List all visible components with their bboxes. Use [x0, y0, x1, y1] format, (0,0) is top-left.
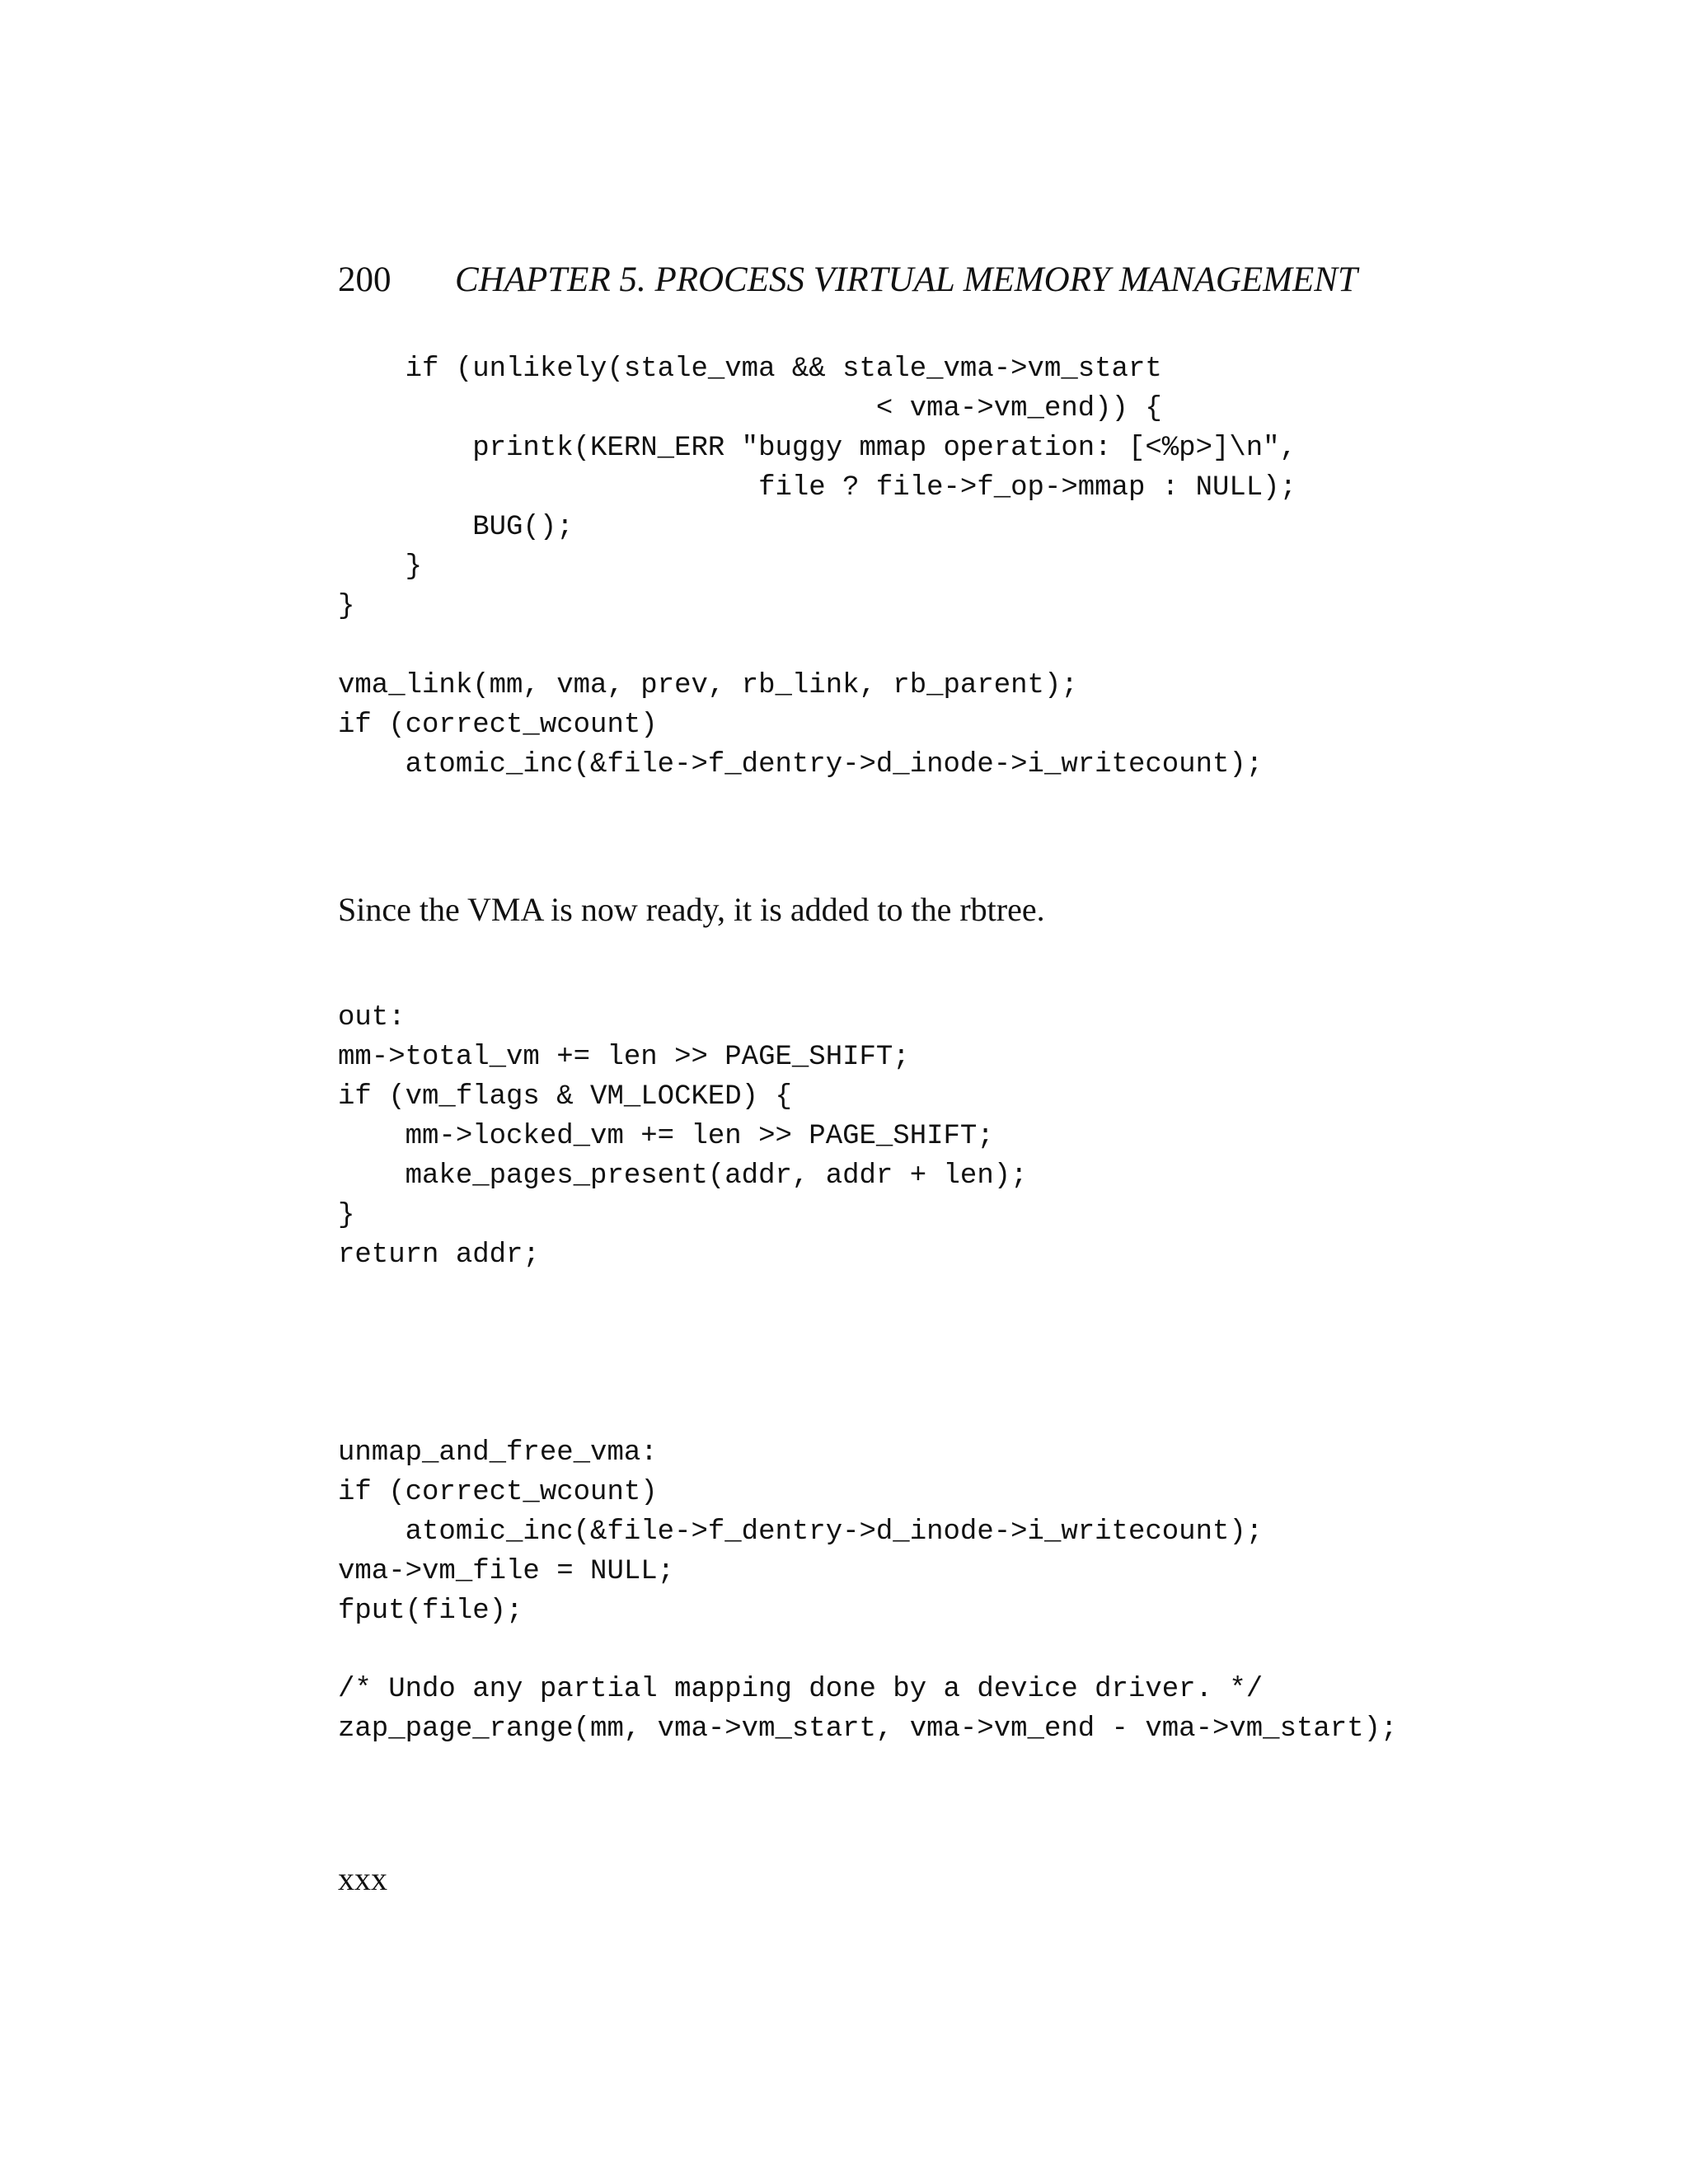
code-line: fput(file); [338, 1596, 523, 1627]
code-line: zap_page_range(mm, vma->vm_start, vma->vm_end - vma->vm_start); [338, 1713, 1398, 1745]
body-paragraph: Since the VMA is now ready, it is added to the rbtree. [338, 891, 1045, 928]
code-block-zap-page-range [338, 1670, 1397, 1749]
code-line: mm->locked_vm += len >> PAGE_SHIFT; [338, 1121, 994, 1152]
code-block-vma-link [338, 666, 1263, 785]
code-line: } [338, 591, 355, 622]
code-block-unmap-and-free [338, 1433, 1263, 1631]
code-line: if (unlikely(stale_vma && stale_vma->vm_start [338, 354, 1162, 385]
code-line: unmap_and_free_vma: [338, 1437, 658, 1469]
code-line: vma_link(mm, vma, prev, rb_link, rb_parent); [338, 670, 1078, 701]
code-line: file ? file->f_op->mmap : NULL); [338, 472, 1296, 504]
code-line: if (correct_wcount) [338, 1477, 658, 1508]
running-header [338, 255, 1401, 305]
running-title: CHAPTER 5. PROCESS VIRTUAL MEMORY MANAGEMENT [455, 260, 1357, 299]
code-block-out-label [338, 998, 1028, 1275]
code-line: atomic_inc(&file->f_dentry->d_inode->i_writecount); [338, 749, 1264, 780]
code-line: BUG(); [338, 512, 574, 543]
page-number: 200 [338, 260, 392, 299]
code-line: } [338, 1200, 355, 1231]
code-line: vma->vm_file = NULL; [338, 1556, 675, 1587]
code-line: } [338, 551, 423, 583]
code-block-vma-check [338, 349, 1296, 626]
code-line: /* Undo any partial mapping done by a device driver. */ [338, 1674, 1264, 1705]
code-line: printk(KERN_ERR "buggy mmap operation: [<%p>]\n", [338, 433, 1296, 464]
code-line: make_pages_present(addr, addr + len); [338, 1160, 1028, 1192]
code-line: atomic_inc(&file->f_dentry->d_inode->i_writecount); [338, 1516, 1264, 1548]
code-line: if (vm_flags & VM_LOCKED) { [338, 1081, 792, 1113]
code-line: return addr; [338, 1240, 540, 1271]
footer-text: xxx [338, 1860, 387, 1897]
code-line: < vma->vm_end)) { [338, 393, 1162, 424]
code-line: if (correct_wcount) [338, 710, 658, 741]
code-line: mm->total_vm += len >> PAGE_SHIFT; [338, 1042, 910, 1073]
code-line: out: [338, 1002, 406, 1033]
